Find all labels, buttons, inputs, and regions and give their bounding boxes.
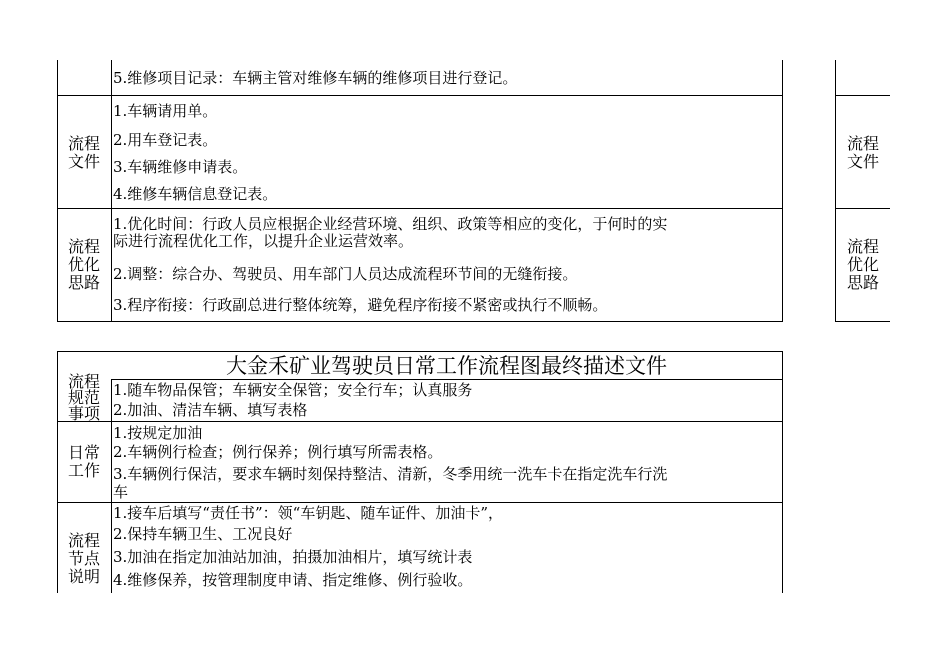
list-item: 1.按规定加油 <box>113 424 203 442</box>
table-border <box>57 351 58 593</box>
row-text: 5.维修项目记录：车辆主管对维修车辆的维修项目进行登记。 <box>113 69 518 87</box>
table-border <box>111 379 112 593</box>
list-item: 2.保持车辆卫生、工况良好 <box>113 525 293 543</box>
list-item: 3.加油在指定加油站加油，拍摄加油相片，填写统计表 <box>113 548 473 566</box>
table-border <box>835 321 890 322</box>
list-item: 车 <box>113 483 129 501</box>
table-border <box>57 502 783 503</box>
list-item: 2.车辆例行检查；例行保养；例行填写所需表格。 <box>113 443 443 461</box>
list-item: 3.车辆维修申请表。 <box>113 158 248 176</box>
row-label-optimization: 流程 优化 思路 <box>67 237 100 292</box>
row-label-optimization: 流程 优化 思路 <box>846 237 879 292</box>
table-border <box>835 60 836 322</box>
table-border <box>57 321 783 322</box>
list-item: 1.随车物品保管；车辆安全保管；安全行车；认真服务 <box>113 381 473 399</box>
row-label-process-files: 流程 文件 <box>846 134 879 171</box>
row-label-process-files: 流程 文件 <box>67 134 100 171</box>
table-border <box>57 351 783 352</box>
table-border <box>57 208 783 209</box>
document-title: 大金禾矿业驾驶员日常工作流程图最终描述文件 <box>226 354 667 378</box>
table-border <box>57 60 58 322</box>
list-item: 1.优化时间：行政人员应根据企业经营环境、组织、政策等相应的变化，于何时的实 <box>113 215 668 233</box>
table-border <box>782 351 783 593</box>
row-label-daily-work: 日常 工作 <box>67 443 100 480</box>
list-item: 4.维修保养，按管理制度申请、指定维修、例行验收。 <box>113 571 473 589</box>
list-item: 4.维修车辆信息登记表。 <box>113 185 278 203</box>
table-border <box>782 60 783 322</box>
row-label-standards: 流程 规范 事项 <box>67 372 100 423</box>
table-border <box>111 60 112 322</box>
list-item: 1.车辆请用单。 <box>113 102 218 120</box>
table-border <box>57 421 783 422</box>
row-label-node-description: 流程 节点 说明 <box>67 531 100 586</box>
list-item: 2.调整：综合办、驾驶员、用车部门人员达成流程环节间的无缝衔接。 <box>113 265 578 283</box>
table-border <box>57 95 783 96</box>
table-border <box>111 379 783 380</box>
list-item: 际进行流程优化工作，以提升企业运营效率。 <box>113 232 414 250</box>
list-item: 3.车辆例行保洁，要求车辆时刻保持整洁、清新，冬季用统一洗车卡在指定洗车行洗 <box>113 465 668 483</box>
list-item: 1.接车后填写“责任书”：领“车钥匙、随车证件、加油卡”， <box>113 504 503 522</box>
table-border <box>835 208 890 209</box>
table-border <box>835 95 890 96</box>
list-item: 3.程序衔接：行政副总进行整体统筹，避免程序衔接不紧密或执行不顺畅。 <box>113 296 608 314</box>
list-item: 2.加油、清洁车辆、填写表格 <box>113 401 308 419</box>
list-item: 2.用车登记表。 <box>113 131 218 149</box>
